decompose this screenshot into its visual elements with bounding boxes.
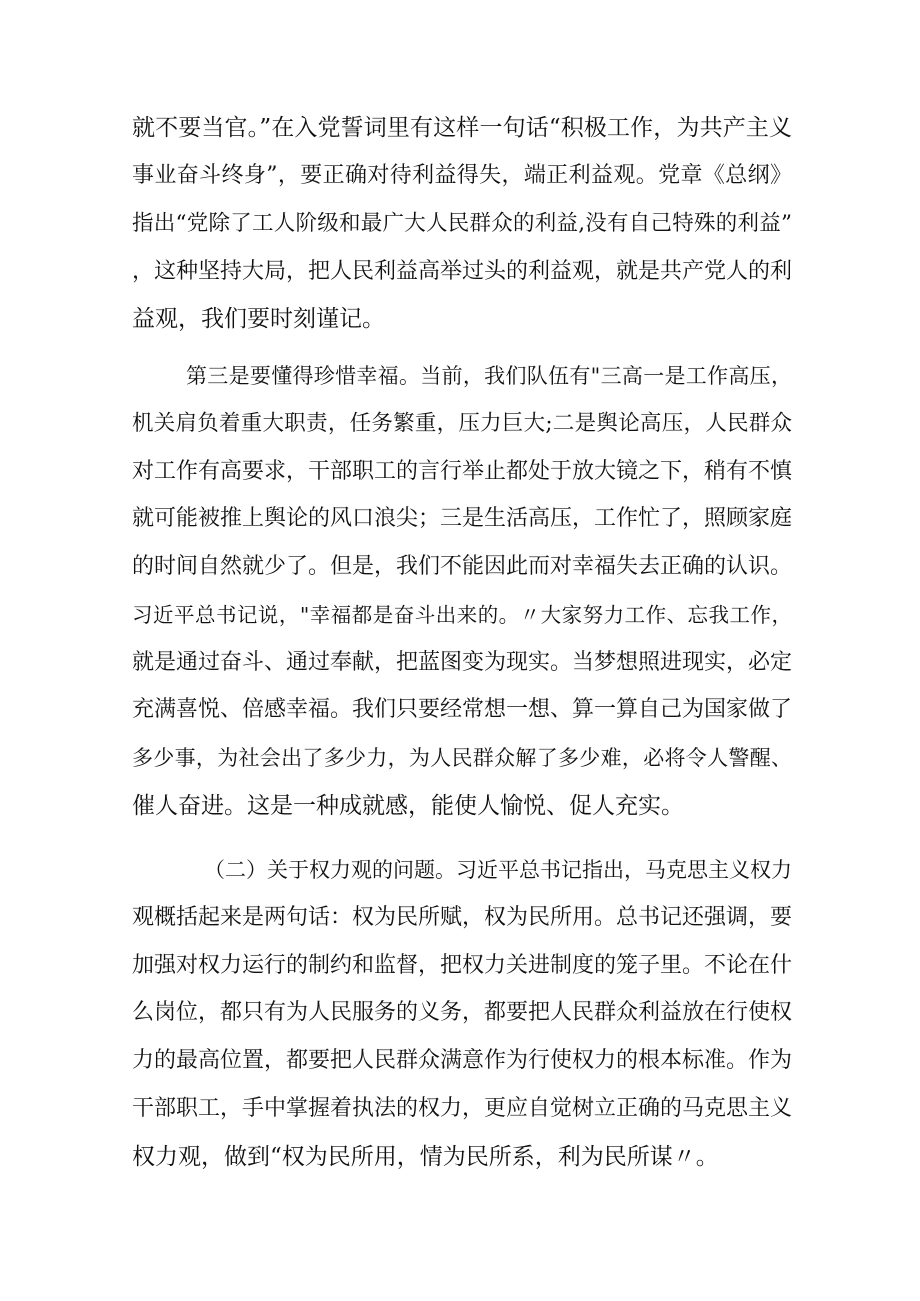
text-line: ，这种坚持大局，把人民利益高举过头的利益观，就是共产党人的利	[132, 259, 792, 284]
text-line: 加强对权力运行的制约和监督，把权力关进制度的笼子里。不论在什	[132, 953, 792, 978]
text-line: 观概括起来是两句话：权为民所赋，权为民所用。总书记还强调，要	[132, 905, 792, 930]
text-line: 益观，我们要时刻谨记。	[132, 306, 385, 332]
text-line: 第三是要懂得珍惜幸福。当前，我们队伍有"三高一是工作高压，	[186, 364, 792, 388]
text-line: 干部职工，手中掌握着执法的权力，更应自觉树立正确的马克思主义	[132, 1096, 792, 1121]
text-line: 机关肩负着重大职责，任务繁重，压力巨大;二是舆论高压，人民群众	[132, 411, 792, 436]
text-line: 么岗位，都只有为人民服务的义务，都要把人民群众利益放在行使权	[132, 1000, 792, 1025]
text-line: 催人奋进。这是一种成就感，能使人愉悦、促人充实。	[132, 793, 684, 819]
text-line: 指出“党除了工人阶级和最广大人民群众的利益,没有自己特殊的利益”	[132, 211, 792, 236]
text-line: 力的最高位置，都要把人民群众满意作为行使权力的根本标准。作为	[132, 1048, 792, 1073]
text-line: 习近平总书记说，"幸福都是奋斗出来的。〃大家努力工作、忘我工作，	[132, 603, 792, 627]
text-line: （二）关于权力观的问题。习近平总书记指出，马克思主义权力	[204, 858, 792, 882]
text-line: 权力观，做到“权为民所用，情为民所系，利为民所谋〃。	[132, 1144, 719, 1170]
text-line: 多少事，为社会出了多少力，为人民群众解了多少难，必将令人警醒、	[132, 746, 792, 770]
text-line: 就不要当官。”在入党誓词里有这样一句话“积极工作，为共产主义	[132, 115, 792, 141]
text-line: 的时间自然就少了。但是，我们不能因此而对幸福失去正确的认识。	[132, 554, 792, 579]
text-line: 就是通过奋斗、通过奉献，把蓝图变为现实。当梦想照进现实，必定	[132, 650, 792, 675]
text-line: 事业奋斗终身”，要正确对待利益得失，端正利益观。党章《总纲》	[132, 163, 792, 188]
text-line: 对工作有高要求，干部职工的言行举止都处于放大镜之下，稍有不慎	[132, 459, 792, 484]
text-line: 就可能被推上舆论的风口浪尖；三是生活高压，工作忙了，照顾家庭	[132, 506, 792, 531]
text-line: 充满喜悦、倍感幸福。我们只要经常想一想、算一算自己为国家做了	[132, 697, 792, 722]
